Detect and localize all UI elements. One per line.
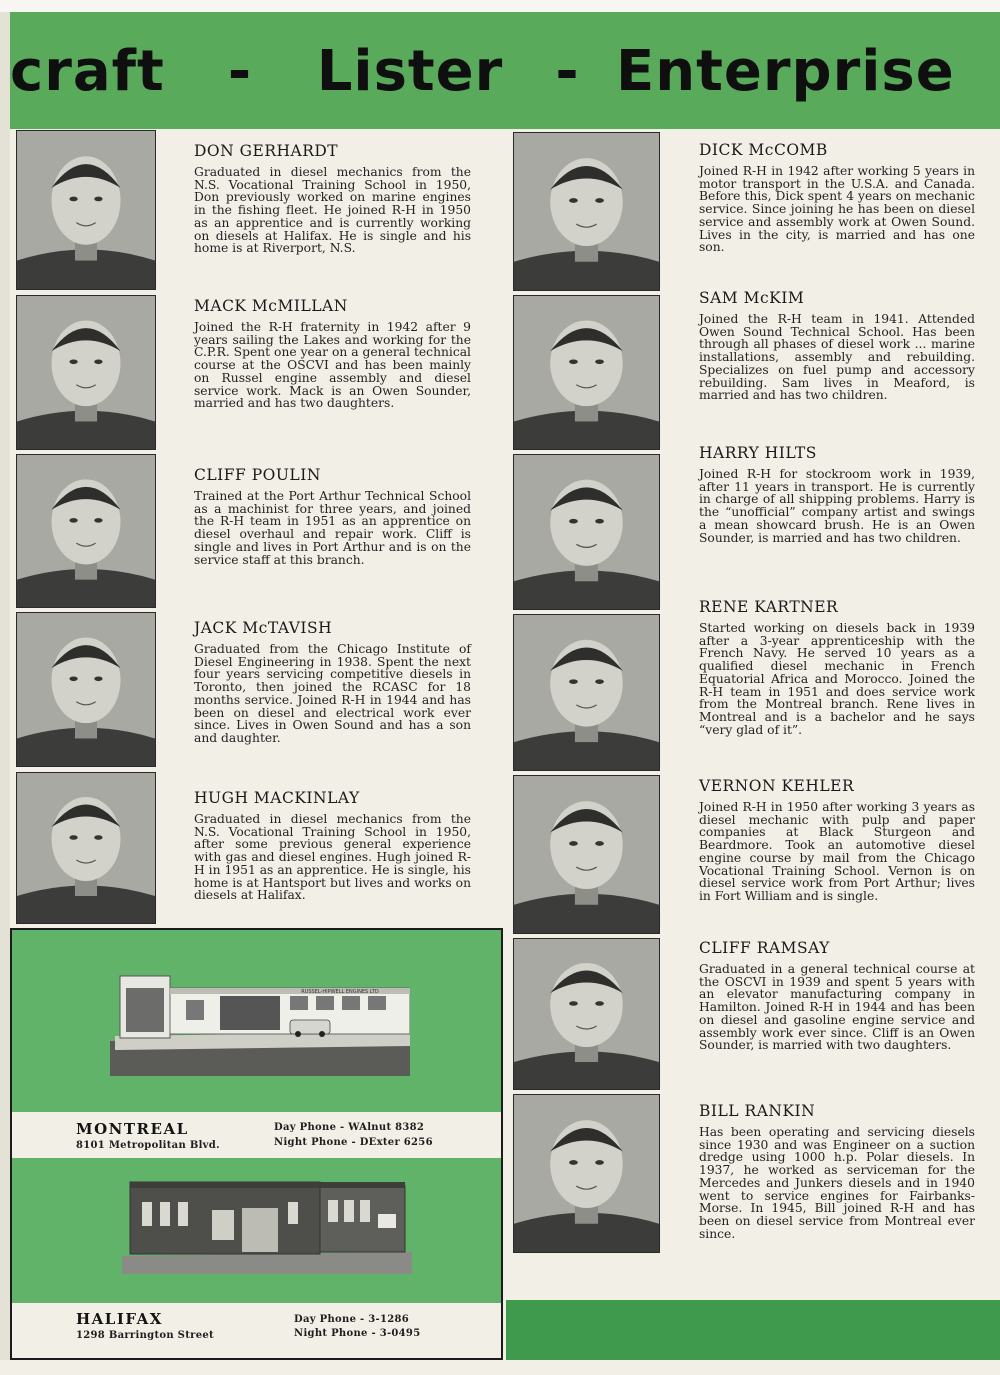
portrait-photo (513, 1094, 660, 1253)
person-name: RENE KARTNER (699, 598, 839, 616)
portrait-image (514, 1095, 659, 1252)
person-bio: Joined R-H in 1950 after working 3 years as diesel mechanic with pulp and paper companies at Black Sturgeon and Beardmore. Took an automotive diesel engine course by mail from the Chicago Vocational Training School. Vernon is on diesel service work from Port Arthur; lives in Fort William and is single. (699, 800, 975, 903)
halifax-day-phone: Day Phone - 3-1286 (294, 1314, 409, 1325)
portrait-image (514, 615, 659, 770)
bio-block (699, 777, 975, 903)
person-bio: Has been operating and servicing diesels since 1930 and was Engineer on a suction dredge using 1000 h.p. Polar diesels. In 1937, he worked as serviceman for the Mercedes and Junkers diesels and in 1940 went to service engines for Fairbanks-Morse. In 1945, Bill joined R-H and has been on diesel service from Montreal ever since. (699, 1125, 975, 1241)
bio-block (699, 939, 975, 1052)
person-name: CLIFF POULIN (194, 466, 321, 484)
person-name: MACK McMILLAN (194, 297, 348, 315)
building-image (122, 1174, 412, 1274)
person-bio: Joined R-H for stockroom work in 1939, after 11 years in transport. He is currently in charge of all shipping problems. Harry is the “unofficial” company artist and swings a mean showcard brush. He is an Owen Sounder, is married and has two children. (699, 467, 975, 545)
bio-block (699, 289, 975, 402)
bio-block (194, 789, 471, 902)
portrait-photo (513, 775, 660, 934)
portrait-image (514, 776, 659, 933)
person-bio: Graduated in diesel mechanics from the N.S. Vocational Training School in 1950, after some previous general experience with gas and diesel engines. Hugh joined R-H in 1951 as an apprentice. He is single, his home is at Hantsport but lives and works on diesels at Halifax. (194, 812, 471, 903)
person-bio: Graduated from the Chicago Institute of Diesel Engineering in 1938. Spent the next four years servicing competitive diesels in Toronto, then joined the RCASC for 18 months service. Joined R-H in 1944 and has been on diesel and electrical work ever since. Lives in Owen Sound and has a son and daughter. (194, 642, 471, 745)
portrait-photo (16, 772, 156, 924)
bio-block (699, 1102, 975, 1240)
montreal-building-illustration (110, 966, 410, 1076)
portrait-photo (513, 132, 660, 291)
title-banner (10, 12, 1000, 129)
banner-separator: - (227, 39, 253, 104)
person-bio: Graduated in a general technical course at the OSCVI in 1939 and spent 5 years with an elevator manufacturing company in Hamilton. Joined R-H in 1944 and has been on diesel and gasoline engine service and assembly work ever since. Cliff is an Owen Sounder, is married with two daughters. (699, 962, 975, 1053)
bottom-green-strip (506, 1300, 1000, 1360)
portrait-image (17, 131, 155, 289)
page-spine (0, 12, 10, 1375)
portrait-photo (16, 295, 156, 450)
person-bio: Started working on diesels back in 1939 after a 3-year apprenticeship with the French Navy. He served 10 years as a qualified diesel mechanic in French Equatorial Africa and Morocco. Joined the R-H team in 1951 and does service work from the Montreal branch. Rene lives in Montreal and is a bachelor and he says “very glad of it”. (699, 621, 975, 737)
bio-block (699, 598, 975, 736)
person-name: SAM McKIM (699, 289, 805, 307)
person-bio: Joined R-H in 1942 after working 5 years in motor transport in the U.S.A. and Canada. Before this, Dick spent 4 years on mechanic service. Since joining he has been on diesel service and assembly work at Owen Sound. Lives in the city, is married and has one son. (699, 164, 975, 255)
bio-block (699, 141, 975, 254)
portrait-photo (16, 612, 156, 767)
person-name: HARRY HILTS (699, 444, 817, 462)
portrait-photo (16, 454, 156, 608)
person-bio: Trained at the Port Arthur Technical School as a machinist for three years, and joined the R-H team in 1951 as an apprentice on diesel overhaul and repair work. Cliff is single and lives in Port Arthur and is on the service staff at this branch. (194, 489, 471, 567)
banner-word-lister: Lister (316, 39, 504, 104)
top-margin (0, 0, 1000, 12)
person-bio: Joined the R-H team in 1941. Attended Owen Sound Technical School. Has been through all phases of diesel work ... marine installations, assembly and rebuilding. Specializes on fuel pump and accessory rebuilding. Sam lives in Meaford, is married and has two children. (699, 312, 975, 403)
montreal-night-phone: Night Phone - DExter 6256 (274, 1137, 433, 1148)
portrait-image (17, 773, 155, 923)
halifax-city-label: HALIFAX (76, 1310, 163, 1328)
person-name: VERNON KEHLER (699, 777, 855, 795)
banner-separator: - (555, 39, 580, 104)
banner-title (10, 39, 955, 104)
banner-word-craft: craft (10, 39, 165, 104)
portrait-image (514, 133, 659, 290)
portrait-photo (16, 130, 156, 290)
banner-word-enterprise: Enterprise (616, 39, 955, 104)
person-bio: Joined the R-H fraternity in 1942 after 9 years sailing the Lakes and working for the C.P.R. Spent one year on a general technical course at the OSCVI and has been mainly on Russel engine assembly and diesel service work. Mack is an Owen Sounder, married and has two daughters. (194, 320, 471, 411)
montreal-city-label: MONTREAL (76, 1120, 189, 1138)
portrait-photo (513, 295, 660, 450)
portrait-image (514, 455, 659, 609)
person-name: DON GERHARDT (194, 142, 339, 160)
halifax-address: 1298 Barrington Street (76, 1330, 214, 1341)
building-image (110, 966, 410, 1076)
portrait-image (17, 296, 155, 449)
portrait-image (514, 939, 659, 1089)
branch-locations-panel (10, 928, 503, 1360)
bio-block (699, 444, 975, 544)
bio-block (194, 142, 471, 255)
portrait-photo (513, 938, 660, 1090)
portrait-image (17, 613, 155, 766)
person-name: CLIFF RAMSAY (699, 939, 830, 957)
montreal-day-phone: Day Phone - WAlnut 8382 (274, 1122, 425, 1133)
portrait-photo (513, 454, 660, 610)
building-sign: RUSSEL-HIPWELL ENGINES LTD (301, 989, 379, 995)
halifax-night-phone: Night Phone - 3-0495 (294, 1328, 421, 1339)
portrait-image (514, 296, 659, 449)
person-name: DICK McCOMB (699, 141, 828, 159)
montreal-address: 8101 Metropolitan Blvd. (76, 1140, 220, 1151)
person-name: JACK McTAVISH (194, 619, 333, 637)
bio-block (194, 297, 471, 410)
bottom-margin (0, 1360, 1000, 1375)
portrait-image (17, 455, 155, 607)
person-name: BILL RANKIN (699, 1102, 816, 1120)
person-name: HUGH MACKINLAY (194, 789, 360, 807)
bio-block (194, 466, 471, 566)
bio-block (194, 619, 471, 745)
portrait-photo (513, 614, 660, 771)
person-bio: Graduated in diesel mechanics from the N.S. Vocational Training School in 1950, Don previously worked on marine engines in the fishing fleet. He joined R-H in 1950 as an apprentice and is currently working on diesels at Halifax. He is single and his home is at Riverport, N.S. (194, 165, 471, 256)
halifax-building-illustration (122, 1174, 412, 1274)
